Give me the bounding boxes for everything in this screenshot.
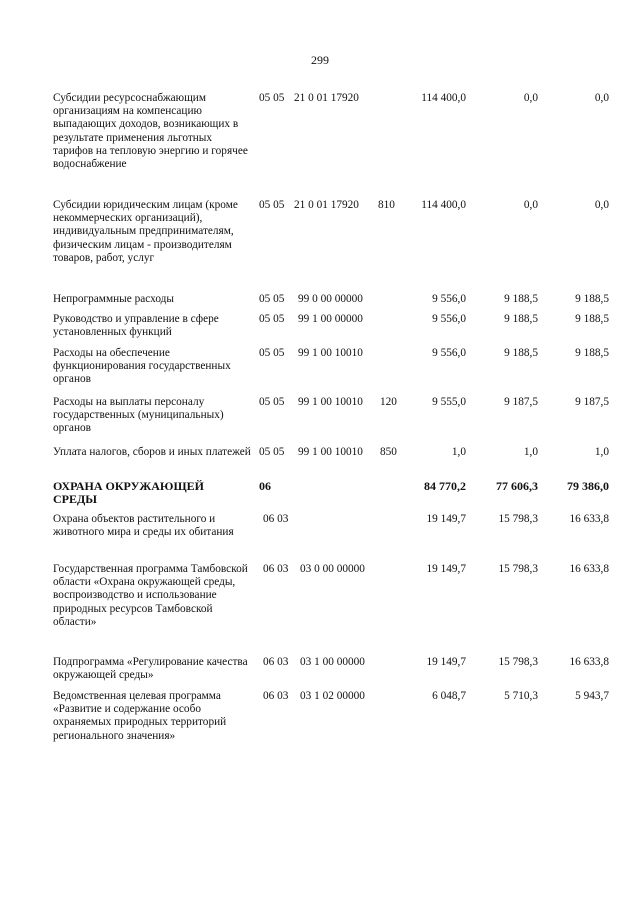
row-value-1: 114 400,0 — [421, 92, 466, 104]
row-value-3: 1,0 — [594, 446, 609, 458]
row-value-3: 16 633,8 — [569, 513, 609, 525]
row-section: 05 05 — [259, 347, 285, 359]
row-value-2: 9 188,5 — [504, 347, 538, 359]
row-name: Субсидии юридическим лицам (кроме некоммерческих организаций), индивидуальным предпринимателям, физическим лицам - производителям товаров, работ, услуг — [53, 199, 238, 264]
row-section: 06 03 — [263, 563, 289, 575]
row-expense-type: 850 — [380, 446, 397, 458]
row-name: Государственная программа Тамбовской области «Охрана окружающей среды, воспроизводство и использование природных ресурсов Тамбовской области» — [53, 563, 248, 628]
row-value-2: 0,0 — [523, 199, 538, 211]
row-article: 21 0 01 17920 — [294, 199, 359, 211]
row-article: 99 1 00 00000 — [298, 313, 363, 325]
row-article: 03 1 00 00000 — [300, 656, 365, 668]
row-value-3: 9 187,5 — [575, 396, 609, 408]
row-name: Уплата налогов, сборов и иных платежей — [53, 446, 251, 458]
section-title: ОХРАНА ОКРУЖАЮЩЕЙ СРЕДЫ — [53, 479, 204, 507]
row-value-2: 15 798,3 — [498, 656, 538, 668]
row-article: 99 1 00 10010 — [298, 446, 363, 458]
row-value-1: 84 770,2 — [424, 479, 466, 493]
row-section: 05 05 — [259, 199, 285, 211]
row-value-2: 5 710,3 — [504, 690, 538, 702]
page-number: 299 — [311, 53, 329, 67]
row-article: 99 1 00 10010 — [298, 347, 363, 359]
row-value-1: 9 556,0 — [432, 313, 466, 325]
row-value-1: 9 555,0 — [432, 396, 466, 408]
row-value-3: 9 188,5 — [575, 313, 609, 325]
row-expense-type: 120 — [380, 396, 397, 408]
row-section: 05 05 — [259, 313, 285, 325]
row-name: Охрана объектов растительного и животного мира и среды их обитания — [53, 513, 234, 539]
row-article: 21 0 01 17920 — [294, 92, 359, 104]
row-value-1: 114 400,0 — [421, 199, 466, 211]
row-name: Подпрограмма «Регулирование качества окружающей среды» — [53, 656, 248, 682]
row-value-2: 9 188,5 — [504, 313, 538, 325]
row-value-1: 9 556,0 — [432, 347, 466, 359]
row-section: 05 05 — [259, 446, 285, 458]
row-article: 99 0 00 00000 — [298, 293, 363, 305]
row-value-2: 9 187,5 — [504, 396, 538, 408]
row-section: 06 03 — [263, 690, 289, 702]
row-section: 05 05 — [259, 92, 285, 104]
row-article: 03 0 00 00000 — [300, 563, 365, 575]
row-name: Ведомственная целевая программа «Развитие и содержание особо охраняемых природных территорий регионального значения» — [53, 690, 227, 742]
row-name: Расходы на выплаты персоналу государственных (муниципальных) органов — [53, 396, 224, 435]
row-name: Расходы на обеспечение функционирования государственных органов — [53, 347, 231, 386]
row-value-2: 0,0 — [523, 92, 538, 104]
row-value-3: 79 386,0 — [567, 479, 609, 493]
row-value-3: 0,0 — [594, 199, 609, 211]
row-name: Субсидии ресурсоснабжающим организациям на компенсацию выпадающих доходов, возникающих в результате применения льготных тарифов на тепловую энергию и горячее водоснабжение — [53, 92, 248, 171]
row-value-3: 16 633,8 — [569, 656, 609, 668]
row-value-3: 0,0 — [594, 92, 609, 104]
row-expense-type: 810 — [378, 199, 395, 211]
row-value-1: 19 149,7 — [426, 563, 466, 575]
row-value-1: 19 149,7 — [426, 656, 466, 668]
row-section: 05 05 — [259, 396, 285, 408]
row-value-3: 9 188,5 — [575, 293, 609, 305]
row-section: 06 03 — [263, 513, 289, 525]
row-section: 06 — [259, 479, 271, 493]
row-name: Руководство и управление в сфере установленных функций — [53, 313, 219, 339]
row-value-1: 9 556,0 — [432, 293, 466, 305]
row-section: 06 03 — [263, 656, 289, 668]
row-name: Непрограммные расходы — [53, 293, 174, 305]
row-value-2: 77 606,3 — [496, 479, 538, 493]
row-section: 05 05 — [259, 293, 285, 305]
row-article: 99 1 00 10010 — [298, 396, 363, 408]
row-value-2: 15 798,3 — [498, 513, 538, 525]
row-value-2: 9 188,5 — [504, 293, 538, 305]
row-value-1: 1,0 — [451, 446, 466, 458]
row-value-3: 16 633,8 — [569, 563, 609, 575]
row-value-1: 6 048,7 — [432, 690, 466, 702]
row-value-3: 9 188,5 — [575, 347, 609, 359]
row-value-1: 19 149,7 — [426, 513, 466, 525]
row-value-2: 1,0 — [523, 446, 538, 458]
row-value-3: 5 943,7 — [575, 690, 609, 702]
row-article: 03 1 02 00000 — [300, 690, 365, 702]
row-value-2: 15 798,3 — [498, 563, 538, 575]
